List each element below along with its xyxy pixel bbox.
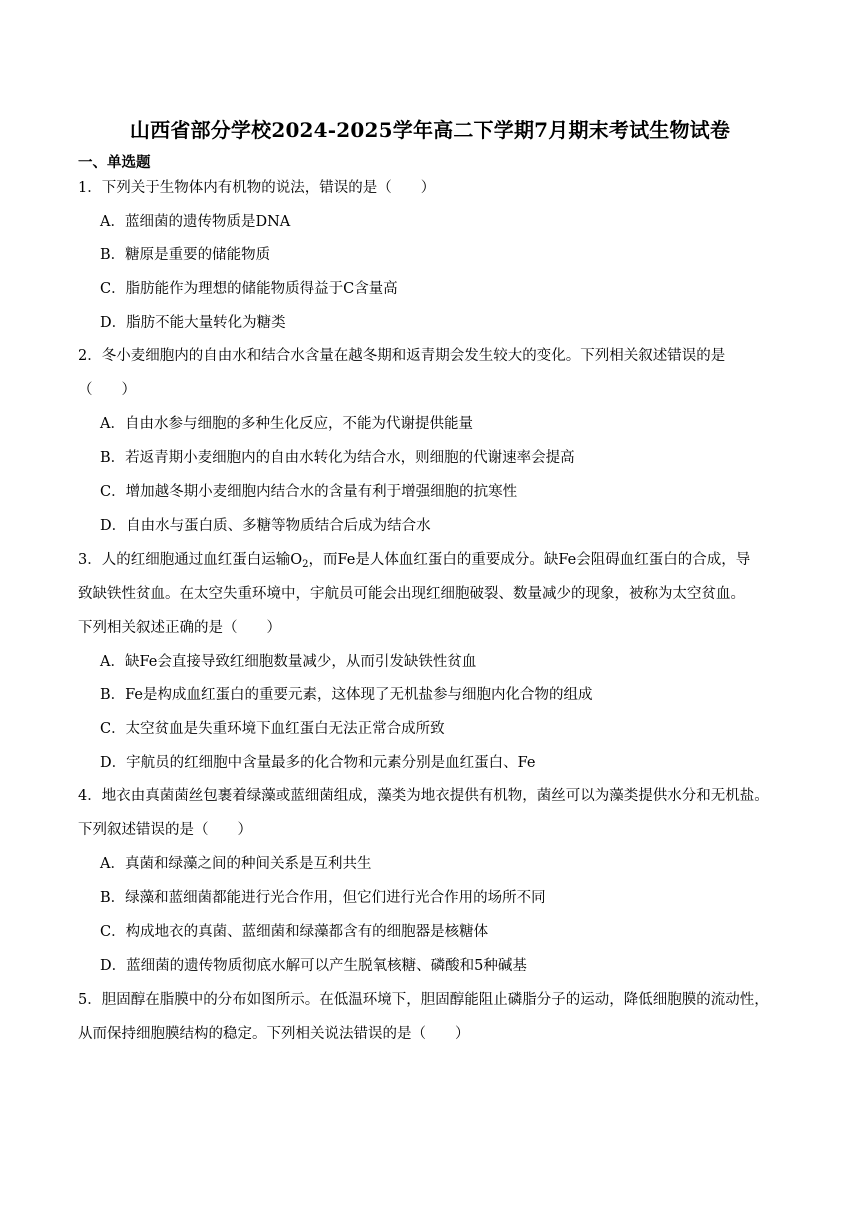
question-3-option-d: D．宇航员的红细胞中含量最多的化合物和元素分别是血红蛋白、Fe [100, 755, 536, 771]
question-2-stem: 2．冬小麦细胞内的自由水和结合水含量在越冬期和返青期会发生较大的变化。下列相关叙述错误的是 [78, 348, 726, 364]
question-4-stem: 4．地衣由真菌菌丝包裹着绿藻或蓝细菌组成，藻类为地衣提供有机物，菌丝可以为藻类提供水分和无机盐。 [78, 788, 769, 804]
question-2-option-a: A．自由水参与细胞的多种生化反应，不能为代谢提供能量 [100, 416, 473, 432]
section-heading: 一、单选题 [78, 154, 151, 171]
question-1-option-a: A．蓝细菌的遗传物质是DNA [100, 214, 291, 230]
question-3-stem-cont-2: 下列相关叙述正确的是（ ） [78, 620, 281, 636]
oxygen-subscript: 2 [302, 559, 309, 570]
question-5-stem-cont: 从而保持细胞膜结构的稳定。下列相关说法错误的是（ ） [78, 1026, 470, 1042]
question-3-stem [78, 550, 750, 570]
question-4-option-c: C．构成地衣的真菌、蓝细菌和绿藻都含有的细胞器是核糖体 [100, 924, 489, 940]
question-2-stem-cont: （ ） [78, 382, 136, 398]
question-2-option-d: D．自由水与蛋白质、多糖等物质结合后成为结合水 [100, 518, 431, 534]
question-1-option-b: B．糖原是重要的储能物质 [100, 247, 271, 263]
question-4-option-b: B．绿藻和蓝细菌都能进行光合作用，但它们进行光合作用的场所不同 [100, 890, 546, 906]
question-3-stem-part-a: 3．人的红细胞通过血红蛋白运输O [78, 552, 303, 568]
question-3-stem-part-b: ，而Fe是人体血红蛋白的重要成分。缺Fe会阻碍血红蛋白的合成，导 [308, 552, 751, 568]
question-1-stem: 1．下列关于生物体内有机物的说法，错误的是（ ） [78, 180, 436, 196]
question-4-option-d: D．蓝细菌的遗传物质彻底水解可以产生脱氧核糖、磷酸和5种碱基 [100, 958, 527, 974]
question-5-stem: 5．胆固醇在脂膜中的分布如图所示。在低温环境下，胆固醇能阻止磷脂分子的运动，降低细胞膜的流动性， [78, 992, 769, 1008]
question-2-option-b: B．若返青期小麦细胞内的自由水转化为结合水，则细胞的代谢速率会提高 [100, 450, 575, 466]
question-4-option-a: A．真菌和绿藻之间的种间关系是互利共生 [100, 856, 372, 872]
question-3-option-b: B．Fe是构成血红蛋白的重要元素，这体现了无机盐参与细胞内化合物的组成 [100, 687, 593, 703]
question-2-option-c: C．增加越冬期小麦细胞内结合水的含量有利于增强细胞的抗寒性 [100, 484, 518, 500]
question-1-option-c: C．脂肪能作为理想的储能物质得益于C含量高 [100, 281, 398, 297]
question-3-option-c: C．太空贫血是失重环境下血红蛋白无法正常合成所致 [100, 721, 445, 737]
question-1-option-d: D．脂肪不能大量转化为糖类 [100, 315, 286, 331]
question-3-option-a: A．缺Fe会直接导致红细胞数量减少，从而引发缺铁性贫血 [100, 654, 477, 670]
page-title: 山西省部分学校2024-2025学年高二下学期7月期末考试生物试卷 [129, 118, 731, 142]
question-4-stem-cont: 下列叙述错误的是（ ） [78, 822, 252, 838]
question-3-stem-cont-1: 致缺铁性贫血。在太空失重环境中，宇航员可能会出现红细胞破裂、数量减少的现象，被称为太空贫血。 [78, 586, 745, 602]
